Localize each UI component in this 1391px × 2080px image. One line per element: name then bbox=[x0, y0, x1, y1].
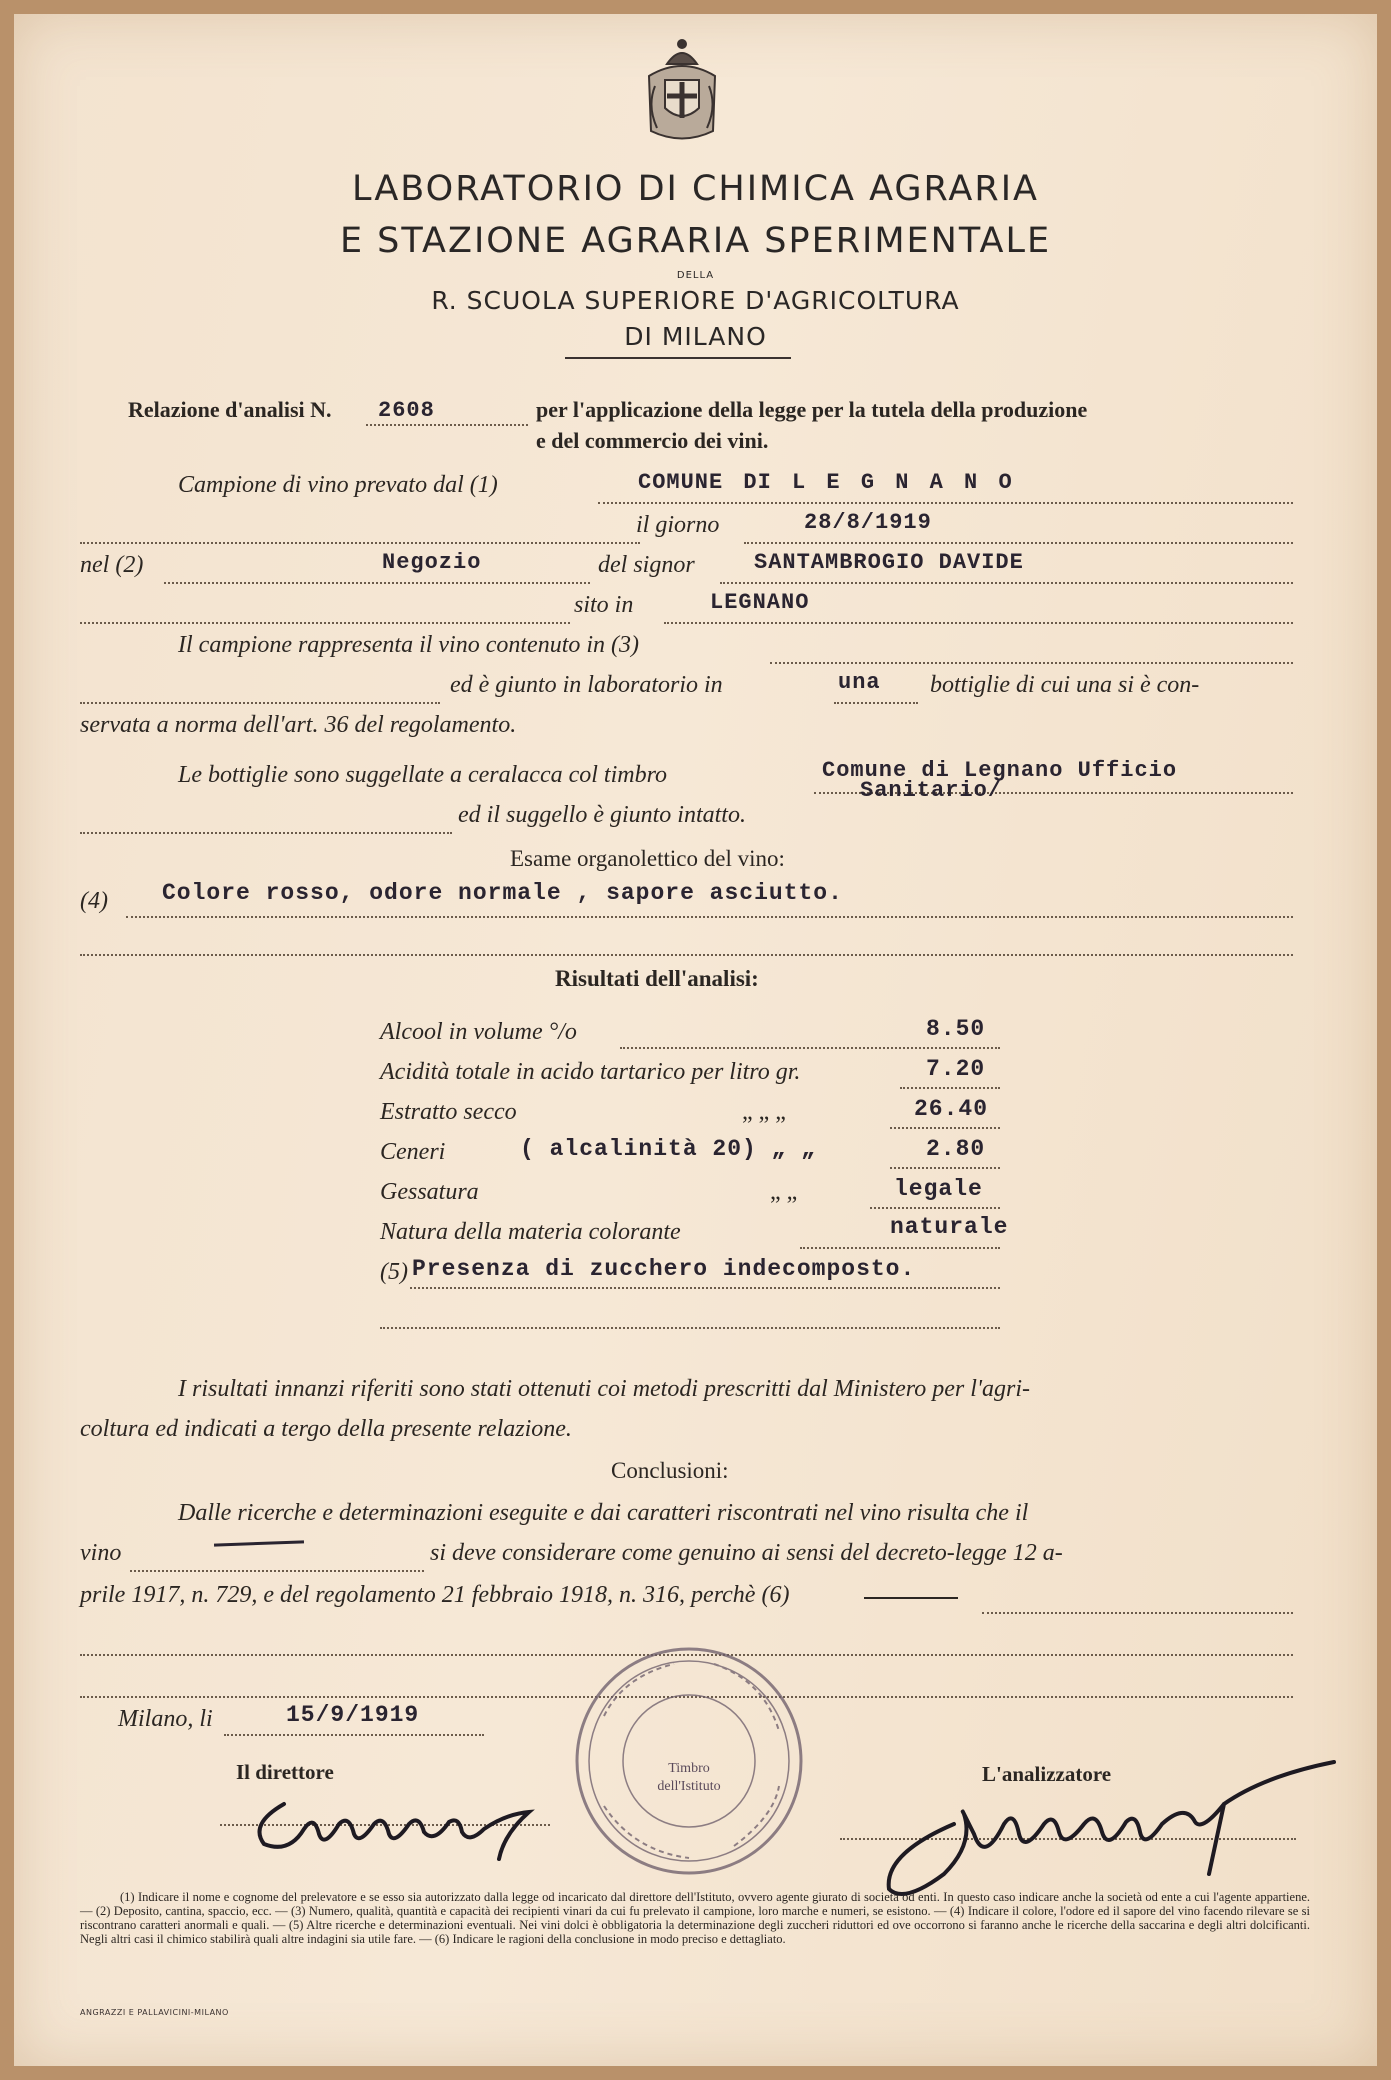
contenuto-line1: Il campione rappresenta il vino contenuto in (3) bbox=[178, 632, 640, 658]
header-della: DELLA bbox=[676, 270, 715, 281]
timbro-value-line2: Sanitario/ bbox=[860, 778, 1003, 803]
direttore-label: Il direttore bbox=[236, 1760, 334, 1784]
relazione-label: Relazione d'analisi N. bbox=[128, 397, 332, 422]
risultato-ditto: ( alcalinità 20) „ „ bbox=[520, 1136, 817, 1162]
campione-label: Campione di vino prevato dal (1) bbox=[178, 472, 498, 498]
institute-name-line3: R. SCUOLA SUPERIORE D'AGRICOLTURA bbox=[431, 286, 960, 315]
signor-value: SANTAMBROGIO DAVIDE bbox=[754, 550, 1024, 575]
risultato-label: Natura della materia colorante bbox=[380, 1219, 681, 1245]
extra-value: Presenza di zucchero indecomposto. bbox=[412, 1256, 916, 1282]
royal-crest-icon bbox=[637, 36, 727, 146]
signature-date: 15/9/1919 bbox=[286, 1702, 420, 1728]
contenuto-line3: servata a norma dell'art. 36 del regolamento. bbox=[80, 712, 517, 738]
nel-label: nel (2) bbox=[80, 552, 144, 578]
esame-num: (4) bbox=[80, 888, 108, 914]
risultati-title: Risultati dell'analisi: bbox=[555, 966, 759, 991]
risultato-value: 26.40 bbox=[914, 1096, 989, 1122]
contenuto-line2a: ed è giunto in laboratorio in bbox=[450, 672, 723, 698]
risultato-ditto: „ „ bbox=[770, 1179, 798, 1205]
bottiglie-label: Le bottiglie sono suggellate a ceralacca col timbro bbox=[178, 762, 668, 788]
conclusioni-title: Conclusioni: bbox=[611, 1458, 729, 1483]
giorno-value: 28/8/1919 bbox=[804, 510, 932, 535]
giorno-label: il giorno bbox=[636, 512, 720, 538]
perche-strikethrough bbox=[864, 1597, 958, 1599]
sito-value: LEGNANO bbox=[710, 590, 810, 615]
institute-name-line2: E STAZIONE AGRARIA SPERIMENTALE bbox=[339, 221, 1052, 261]
esame-value: Colore rosso, odore normale , sapore asciutto. bbox=[162, 880, 843, 906]
direttore-signature-icon bbox=[244, 1774, 574, 1864]
relazione-purpose-line1: per l'applicazione della legge per la tutela della produzione bbox=[536, 397, 1088, 422]
footnotes-text: (1) Indicare il nome e cognome del prelevatore e se esso sia autorizzato dalla legge od incaricato dal direttore dell'Istituto, ovvero agente giurato di società od enti. In questo caso indicare anche la società od ente a cui l'agente appartiene. — (2) Deposito, cantina, spaccio, ecc. — (3) Numero, qualità, quantità e capacità dei recipienti vinari da cui fu prelevato il campione, loro marche e numeri, se esistono. — (4) Indicare il colore, l'odore ed il sapore del vino facendo rilevare se si riscontrano caratteri anormali e quali. — (5) Altre ricerche e determinazioni eventuali. Nei vini dolci è obbligatoria la determinazione degli zuccheri riduttori ed ove occorrono si faranno anche le ricerche della saccarina e degli altri dolcificanti. Negli altri casi il chimico stabilirà quali altre indagini sia utile fare. — (6) Indicare le ragioni della conclusione in modo preciso e dettagliato. bbox=[80, 1890, 1310, 1946]
risultato-label: Ceneri bbox=[380, 1139, 446, 1165]
risultato-label: Alcool in volume °/o bbox=[380, 1019, 577, 1045]
handwritten-stroke bbox=[214, 1540, 304, 1546]
analizzatore-signature-icon bbox=[864, 1754, 1344, 1904]
risultato-label: Gessatura bbox=[380, 1179, 479, 1205]
institute-name-line1: LABORATORIO DI CHIMICA AGRARIA bbox=[352, 169, 1039, 209]
risultato-ditto: „ „ „ bbox=[742, 1099, 786, 1125]
sito-label: sito in bbox=[574, 592, 634, 618]
risultato-value: legale bbox=[894, 1176, 983, 1202]
suggello-text: ed il suggello è giunto intatto. bbox=[458, 802, 746, 828]
institute-name-line4: DI MILANO bbox=[624, 322, 767, 351]
extra-num: (5) bbox=[380, 1259, 408, 1285]
conclusioni-line1: Dalle ricerche e determinazioni eseguite e dai caratteri riscontrati nel vino risulta che il bbox=[178, 1500, 1029, 1526]
conclusioni-line3: prile 1917, n. 729, e del regolamento 21 febbraio 1918, n. 316, perchè (6) bbox=[80, 1582, 790, 1608]
risultato-value: 2.80 bbox=[926, 1136, 986, 1162]
metodi-line1: I risultati innanzi riferiti sono stati ottenuti coi metodi prescritti dal Ministero per l'agri- bbox=[178, 1376, 1031, 1402]
place-label: Milano, li bbox=[118, 1706, 213, 1732]
risultato-label: Acidità totale in acido tartarico per litro gr. bbox=[380, 1059, 801, 1085]
stamp-text: Timbro dell'Istituto bbox=[657, 1761, 721, 1794]
analizzatore-label: L'analizzatore bbox=[982, 1762, 1112, 1786]
contenitore-value: una bbox=[838, 670, 881, 695]
campione-value: COMUNE DI L E G N A N O bbox=[638, 470, 1013, 495]
metodi-line2: coltura ed indicati a tergo della presente relazione. bbox=[80, 1416, 572, 1442]
timbro-value-line1: Comune di Legnano Ufficio bbox=[822, 758, 1178, 783]
header-rule bbox=[565, 357, 791, 359]
risultato-value: 7.20 bbox=[926, 1056, 986, 1082]
risultato-value: 8.50 bbox=[926, 1016, 986, 1042]
risultato-value: naturale bbox=[890, 1214, 1009, 1240]
nel-value: Negozio bbox=[382, 550, 482, 575]
conclusioni-line2a: vino bbox=[80, 1540, 122, 1566]
relazione-number: 2608 bbox=[378, 398, 435, 423]
conclusioni-line2b: si deve considerare come genuino ai sensi del decreto-legge 12 a- bbox=[430, 1540, 1063, 1566]
signor-label: del signor bbox=[598, 552, 695, 578]
risultato-label: Estratto secco bbox=[380, 1099, 517, 1125]
contenuto-line2b: bottiglie di cui una si è con- bbox=[930, 672, 1200, 698]
relazione-purpose-line2: e del commercio dei vini. bbox=[536, 428, 769, 453]
printer-credit: ANGRAZZI E PALLAVICINI-MILANO bbox=[80, 2008, 229, 2017]
document-sheet bbox=[14, 14, 1377, 2066]
esame-title: Esame organolettico del vino: bbox=[510, 846, 785, 871]
